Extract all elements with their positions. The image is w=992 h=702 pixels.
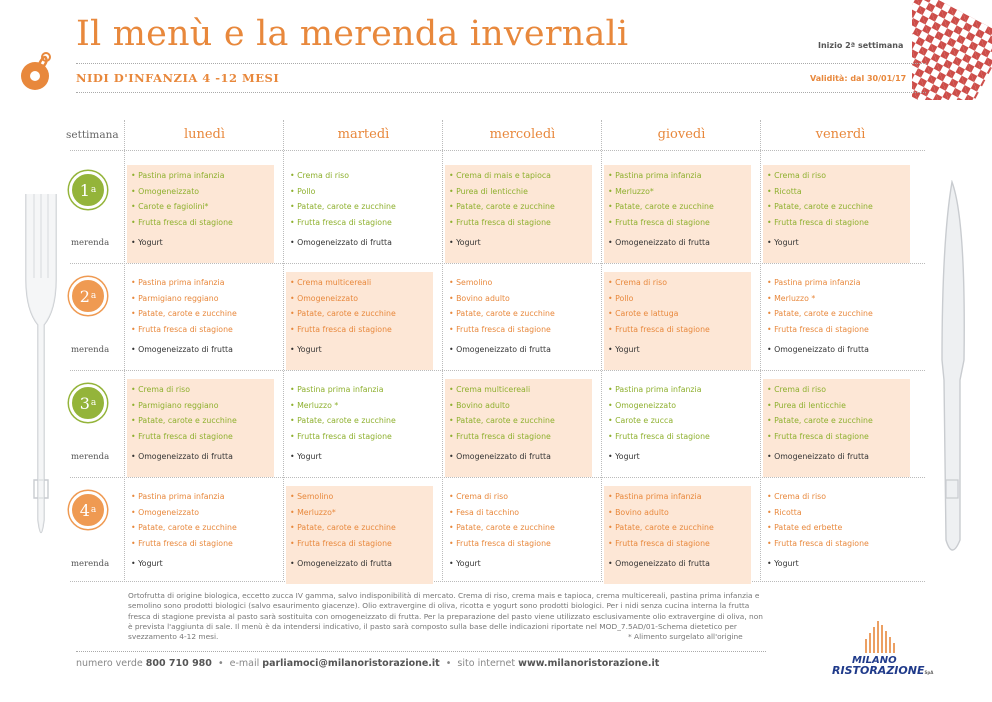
menu-cell-week-2-monday xyxy=(127,272,274,370)
menu-item: • Bovino adulto xyxy=(608,507,669,517)
menu-cell-week-4-friday xyxy=(763,486,910,584)
merenda-item: • Omogeneizzato di frutta xyxy=(290,238,392,247)
merenda-item: • Omogeneizzato di frutta xyxy=(608,238,710,247)
menu-item: • Crema di riso xyxy=(767,171,827,180)
note-text: Ortofrutta di origine biologica, eccetto zucca IV gamma, salvo indisponibilità di mercato. Crema di riso, crema mais e tapioca, crema multicereali, pastina prima infanzia e semolino sono prodotti biologici (salvo esaurimento giacenze). Olio extravergine di oliva, ricotta e yogurt sono prodotti biologici. Per i nidi senza cucina interna la frutta fresca di stagione prevista al pasto sarà sostituita con omogeneizzato di frutta. Per la preparazione del pasto viene utilizzato esclusivamente olio extravergine di oliva, non è prevista l'aggiunta di sale. Il menù è da intendersi indicativo, il pasto sarà composto sulla base delle indicazioni riportate nel MOD_7.5AD/01-Schema dietetico per svezzamento 4-12 mesi. xyxy=(128,591,763,642)
week-2-badge: 2 a xyxy=(69,277,107,315)
menu-item: • Merluzzo * xyxy=(767,293,816,303)
week-4-badge: 4 a xyxy=(69,491,107,529)
menu-cell-week-1-wednesday xyxy=(445,165,592,263)
menu-item: • Frutta fresca di stagione xyxy=(449,431,551,441)
menu-item: • Frutta fresca di stagione xyxy=(608,217,710,227)
menu-cell-week-1-thursday xyxy=(604,165,751,263)
menu-item: • Frutta fresca di stagione xyxy=(608,431,710,441)
menu-item: • Frutta fresca di stagione xyxy=(449,324,551,334)
pin-icon xyxy=(18,48,58,100)
menu-item: • Patate, carote e zucchine xyxy=(767,416,873,425)
frozen-food-note: * Alimento surgelato all'origine xyxy=(628,632,743,641)
row-divider xyxy=(70,150,925,151)
merenda-item: • Omogeneizzato di frutta xyxy=(131,345,233,354)
logo-line-2: RISTORAZIONESpA xyxy=(832,664,934,677)
nutrition-note xyxy=(128,591,768,642)
merenda-item: • Omogeneizzato di frutta xyxy=(767,452,869,461)
menu-item: • Frutta fresca di stagione xyxy=(290,324,392,334)
menu-cell-week-3-friday xyxy=(763,379,910,477)
day-header-friday: venerdì xyxy=(815,127,866,142)
menu-item: • Ricotta xyxy=(767,186,802,196)
site-label: sito internet xyxy=(457,658,516,669)
menu-item: • Frutta fresca di stagione xyxy=(449,538,551,548)
menu-item: • Carote e lattuga xyxy=(608,309,679,318)
menu-item: • Patate, carote e zucchine xyxy=(131,309,237,318)
day-header-tuesday: martedì xyxy=(337,127,390,142)
menu-item: • Patate, carote e zucchine xyxy=(131,416,237,425)
menu-item: • Semolino xyxy=(290,492,334,501)
menu-item: • Patate, carote e zucchine xyxy=(449,309,555,318)
menu-item: • Pastina prima infanzia xyxy=(608,171,702,180)
menu-cell-week-2-wednesday xyxy=(445,272,592,370)
row-divider xyxy=(70,477,925,478)
day-header-wednesday: mercoledì xyxy=(489,127,556,142)
menu-item: • Frutta fresca di stagione xyxy=(290,538,392,548)
week-3-badge: 3 a xyxy=(69,384,107,422)
menu-item: • Parmigiano reggiano xyxy=(131,293,219,303)
menu-item: • Merluzzo* xyxy=(290,507,336,517)
menu-item: • Frutta fresca di stagione xyxy=(608,324,710,334)
merenda-item: • Yogurt xyxy=(767,559,799,568)
menu-item: • Pastina prima infanzia xyxy=(131,171,225,180)
menu-item: • Crema multicereali xyxy=(449,385,531,394)
merenda-item: • Yogurt xyxy=(290,345,322,354)
column-divider xyxy=(442,120,443,580)
merenda-item: • Yogurt xyxy=(449,238,481,247)
menu-cell-week-4-tuesday xyxy=(286,486,433,584)
merenda-label: merenda xyxy=(71,345,110,355)
row-divider xyxy=(70,370,925,371)
menu-item: • Patate, carote e zucchine xyxy=(449,523,555,532)
email-label: e-mail xyxy=(229,658,260,669)
menu-cell-week-4-monday xyxy=(127,486,274,584)
merenda-item: • Omogeneizzato di frutta xyxy=(131,452,233,461)
menu-item: • Crema di riso xyxy=(290,171,350,180)
column-divider xyxy=(601,120,602,580)
menu-item: • Pollo xyxy=(290,186,316,196)
email-link[interactable]: parliamoci@milanoristorazione.it xyxy=(262,658,440,669)
menu-item: • Patate, carote e zucchine xyxy=(449,416,555,425)
menu-item: • Merluzzo* xyxy=(608,186,654,196)
menu-item: • Patate, carote e zucchine xyxy=(608,202,714,211)
menu-item: • Patate, carote e zucchine xyxy=(290,416,396,425)
menu-item: • Patate, carote e zucchine xyxy=(131,523,237,532)
menu-item: • Patate, carote e zucchine xyxy=(290,202,396,211)
menu-item: • Bovino adulto xyxy=(449,400,510,410)
menu-item: • Ricotta xyxy=(767,507,802,517)
merenda-item: • Omogeneizzato di frutta xyxy=(449,345,551,354)
menu-cell-week-1-tuesday xyxy=(286,165,433,263)
merenda-label: merenda xyxy=(71,238,110,248)
menu-item: • Semolino xyxy=(449,278,493,287)
menu-item: • Patate ed erbette xyxy=(767,523,843,532)
menu-cell-week-4-thursday xyxy=(604,486,751,584)
day-header-thursday: giovedì xyxy=(657,127,706,142)
menu-item: • Frutta fresca di stagione xyxy=(131,217,233,227)
menu-item: • Carote e zucca xyxy=(608,416,674,425)
menu-item: • Frutta fresca di stagione xyxy=(767,431,869,441)
merenda-item: • Yogurt xyxy=(131,238,163,247)
menu-item: • Frutta fresca di stagione xyxy=(290,431,392,441)
menu-item: • Purea di lenticchie xyxy=(449,186,528,196)
subtitle-divider xyxy=(76,92,926,93)
menu-item: • Purea di lenticchie xyxy=(767,400,846,410)
merenda-label: merenda xyxy=(71,452,110,462)
menu-item: • Patate, carote e zucchine xyxy=(608,523,714,532)
menu-item: • Patate, carote e zucchine xyxy=(290,523,396,532)
phone-label: numero verde xyxy=(76,658,143,669)
menu-item: • Patate, carote e zucchine xyxy=(290,309,396,318)
footer-separator: • xyxy=(217,658,224,669)
merenda-item: • Yogurt xyxy=(131,559,163,568)
merenda-item: • Yogurt xyxy=(449,559,481,568)
menu-item: • Crema di riso xyxy=(131,385,191,394)
row-divider xyxy=(70,263,925,264)
menu-item: • Pastina prima infanzia xyxy=(131,278,225,287)
menu-cell-week-2-thursday xyxy=(604,272,751,370)
column-divider xyxy=(283,120,284,580)
menu-item: • Crema multicereali xyxy=(290,278,372,287)
logo-line-1: MILANO xyxy=(852,655,897,666)
merenda-item: • Omogeneizzato di frutta xyxy=(290,559,392,568)
knife-icon xyxy=(930,180,974,560)
column-divider xyxy=(760,120,761,580)
menu-item: • Frutta fresca di stagione xyxy=(131,538,233,548)
menu-item: • Omogeneizzato xyxy=(131,507,200,517)
menu-item: • Crema di riso xyxy=(449,492,509,501)
footer-separator: • xyxy=(445,658,452,669)
menu-item: • Crema di riso xyxy=(608,278,668,287)
menu-item: • Pastina prima infanzia xyxy=(290,385,384,394)
menu-cell-week-2-tuesday xyxy=(286,272,433,370)
merenda-label: merenda xyxy=(71,559,110,569)
fork-icon xyxy=(20,190,62,550)
menu-cell-week-3-wednesday xyxy=(445,379,592,477)
header-divider xyxy=(76,63,926,64)
website-link[interactable]: www.milanoristorazione.it xyxy=(518,658,660,669)
menu-item: • Bovino adulto xyxy=(449,293,510,303)
menu-item: • Pastina prima infanzia xyxy=(608,492,702,501)
menu-cell-week-1-friday xyxy=(763,165,910,263)
merenda-item: • Yogurt xyxy=(767,238,799,247)
checked-cloth-decoration xyxy=(912,0,992,100)
footer-divider xyxy=(76,651,766,652)
merenda-item: • Omogeneizzato di frutta xyxy=(608,559,710,568)
menu-item: • Merluzzo * xyxy=(290,400,339,410)
menu-item: • Frutta fresca di stagione xyxy=(767,324,869,334)
column-divider xyxy=(124,120,125,580)
menu-cell-week-1-monday xyxy=(127,165,274,263)
page-title: Il menù e la merenda invernali xyxy=(76,14,629,54)
menu-item: • Omogeneizzato xyxy=(290,293,359,303)
menu-item: • Pastina prima infanzia xyxy=(767,278,861,287)
validity-date: Validità: dal 30/01/17 xyxy=(810,74,907,83)
merenda-item: • Yogurt xyxy=(608,345,640,354)
menu-item: • Patate, carote e zucchine xyxy=(449,202,555,211)
menu-item: • Patate, carote e zucchine xyxy=(767,309,873,318)
menu-cell-week-4-wednesday xyxy=(445,486,592,584)
merenda-item: • Yogurt xyxy=(608,452,640,461)
merenda-item: • Yogurt xyxy=(290,452,322,461)
menu-item: • Frutta fresca di stagione xyxy=(131,324,233,334)
menu-item: • Omogeneizzato xyxy=(608,400,677,410)
menu-item: • Frutta fresca di stagione xyxy=(290,217,392,227)
menu-item: • Pollo xyxy=(608,293,634,303)
menu-item: • Pastina prima infanzia xyxy=(131,492,225,501)
day-header-monday: lunedì xyxy=(183,127,226,142)
menu-item: • Frutta fresca di stagione xyxy=(767,538,869,548)
merenda-item: • Omogeneizzato di frutta xyxy=(767,345,869,354)
menu-cell-week-3-thursday xyxy=(604,379,751,477)
menu-item: • Pastina prima infanzia xyxy=(608,385,702,394)
menu-item: • Crema di riso xyxy=(767,385,827,394)
contact-footer xyxy=(76,658,659,669)
menu-cell-week-3-tuesday xyxy=(286,379,433,477)
menu-item: • Frutta fresca di stagione xyxy=(608,538,710,548)
menu-item: • Frutta fresca di stagione xyxy=(449,217,551,227)
menu-item: • Fesa di tacchino xyxy=(449,507,520,517)
menu-cell-week-3-monday xyxy=(127,379,274,477)
menu-item: • Patate, carote e zucchine xyxy=(767,202,873,211)
logo-suffix: SpA xyxy=(924,670,934,675)
menu-item: • Frutta fresca di stagione xyxy=(767,217,869,227)
menu-cell-week-2-friday xyxy=(763,272,910,370)
menu-item: • Parmigiano reggiano xyxy=(131,400,219,410)
week-start-note: Inizio 2ª settimana xyxy=(818,41,904,50)
menu-item: • Frutta fresca di stagione xyxy=(131,431,233,441)
menu-item: • Carote e fagiolini* xyxy=(131,202,209,211)
phone-number[interactable]: 800 710 980 xyxy=(145,658,212,669)
week-column-header: settimana xyxy=(66,129,119,141)
page-subtitle: NIDI D'INFANZIA 4 -12 MESI xyxy=(76,71,280,85)
menu-item: • Crema di riso xyxy=(767,492,827,501)
menu-item: • Omogeneizzato xyxy=(131,186,200,196)
merenda-item: • Omogeneizzato di frutta xyxy=(449,452,551,461)
week-1-badge: 1 a xyxy=(69,171,107,209)
menu-item: • Crema di mais e tapioca xyxy=(449,171,551,180)
